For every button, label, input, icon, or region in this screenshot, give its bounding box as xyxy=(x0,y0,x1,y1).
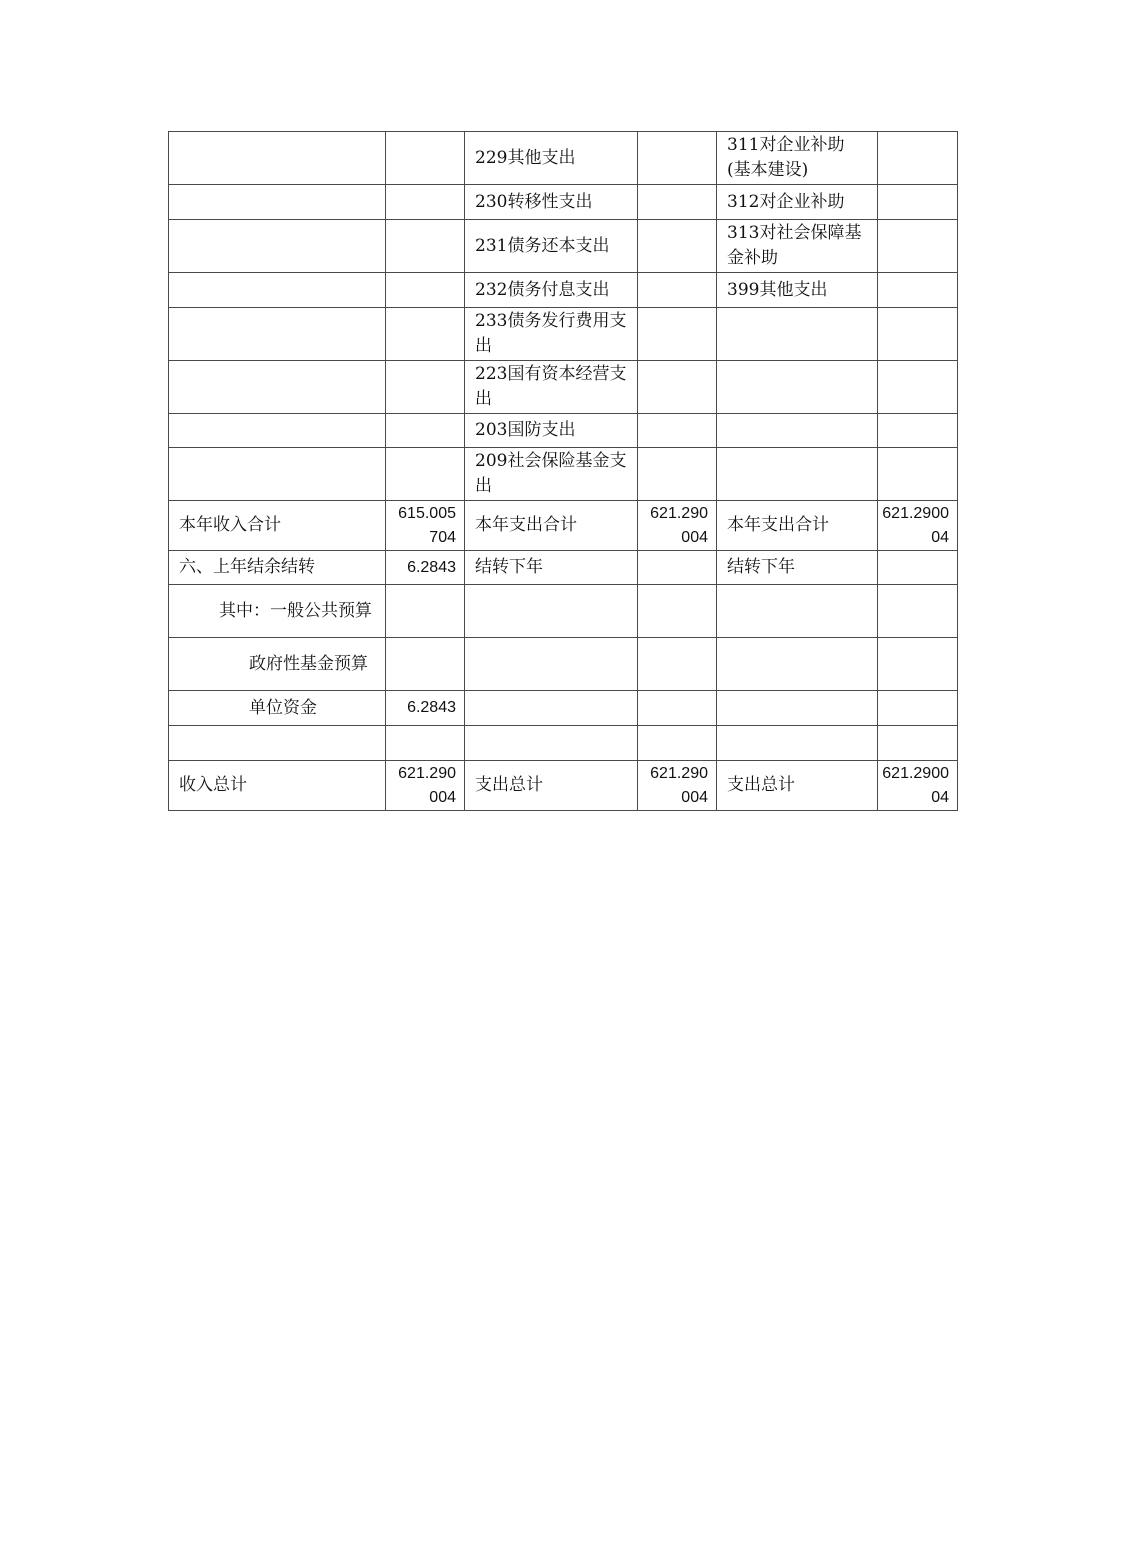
expenditure-economic-amount-cell xyxy=(878,638,958,691)
income-amount-cell xyxy=(386,414,465,448)
income-item-cell: 其中：一般公共预算 xyxy=(169,585,386,638)
table-row xyxy=(169,361,958,414)
expenditure-function-amount-cell xyxy=(638,448,717,501)
expenditure-economic-cell: 本年支出合计 xyxy=(717,501,878,551)
expenditure-function-cell: 本年支出合计 xyxy=(465,501,638,551)
income-item-cell xyxy=(169,308,386,361)
expenditure-economic-amount-cell xyxy=(878,726,958,761)
expenditure-economic-amount-cell xyxy=(878,220,958,273)
expenditure-economic-amount-cell: 621.290004 xyxy=(878,761,958,811)
expenditure-function-amount-cell xyxy=(638,638,717,691)
expenditure-economic-cell: 结转下年 xyxy=(717,551,878,585)
expenditure-economic-amount-cell xyxy=(878,308,958,361)
expenditure-economic-cell xyxy=(717,691,878,726)
expenditure-economic-cell xyxy=(717,448,878,501)
expenditure-economic-cell: 399其他支出 xyxy=(717,273,878,308)
expenditure-function-amount-cell: 621.290004 xyxy=(638,761,717,811)
expenditure-economic-amount-cell xyxy=(878,185,958,220)
income-item-cell: 单位资金 xyxy=(169,691,386,726)
income-item-cell xyxy=(169,448,386,501)
table-row xyxy=(169,551,958,585)
expenditure-economic-amount-cell xyxy=(878,132,958,185)
income-item-cell: 本年收入合计 xyxy=(169,501,386,551)
income-amount-cell xyxy=(386,308,465,361)
table-row xyxy=(169,448,958,501)
income-amount-cell: 621.290004 xyxy=(386,761,465,811)
expenditure-function-amount-cell xyxy=(638,414,717,448)
expenditure-function-cell: 209社会保险基金支出 xyxy=(465,448,638,501)
income-item-cell: 政府性基金预算 xyxy=(169,638,386,691)
income-amount-cell xyxy=(386,220,465,273)
income-amount-cell xyxy=(386,132,465,185)
income-amount-cell xyxy=(386,638,465,691)
table-row xyxy=(169,585,958,638)
income-item-cell xyxy=(169,726,386,761)
expenditure-economic-cell: 支出总计 xyxy=(717,761,878,811)
budget-table xyxy=(168,131,958,811)
table-row xyxy=(169,726,958,761)
expenditure-economic-cell xyxy=(717,638,878,691)
income-amount-cell xyxy=(386,361,465,414)
income-amount-cell: 615.005704 xyxy=(386,501,465,551)
income-amount-cell xyxy=(386,185,465,220)
table-row xyxy=(169,501,958,551)
table-row xyxy=(169,185,958,220)
expenditure-function-amount-cell xyxy=(638,551,717,585)
expenditure-function-cell xyxy=(465,726,638,761)
income-item-cell xyxy=(169,185,386,220)
income-item-cell xyxy=(169,132,386,185)
income-item-cell: 收入总计 xyxy=(169,761,386,811)
expenditure-function-cell: 223国有资本经营支出 xyxy=(465,361,638,414)
income-item-cell: 六、上年结余结转 xyxy=(169,551,386,585)
income-item-cell xyxy=(169,361,386,414)
expenditure-economic-cell xyxy=(717,308,878,361)
expenditure-economic-cell: 313对社会保障基金补助 xyxy=(717,220,878,273)
income-amount-cell xyxy=(386,726,465,761)
expenditure-economic-cell: 312对企业补助 xyxy=(717,185,878,220)
expenditure-function-cell: 203国防支出 xyxy=(465,414,638,448)
income-item-cell xyxy=(169,220,386,273)
expenditure-function-cell xyxy=(465,638,638,691)
expenditure-function-cell: 支出总计 xyxy=(465,761,638,811)
expenditure-function-amount-cell xyxy=(638,185,717,220)
table-row xyxy=(169,414,958,448)
expenditure-function-cell: 229其他支出 xyxy=(465,132,638,185)
table-row xyxy=(169,308,958,361)
expenditure-function-amount-cell xyxy=(638,308,717,361)
table-row xyxy=(169,132,958,185)
expenditure-economic-amount-cell xyxy=(878,361,958,414)
expenditure-function-amount-cell xyxy=(638,691,717,726)
expenditure-economic-cell: 311对企业补助(基本建设) xyxy=(717,132,878,185)
expenditure-function-cell: 232债务付息支出 xyxy=(465,273,638,308)
expenditure-economic-amount-cell xyxy=(878,551,958,585)
expenditure-function-amount-cell xyxy=(638,132,717,185)
expenditure-function-cell: 231债务还本支出 xyxy=(465,220,638,273)
expenditure-function-amount-cell xyxy=(638,273,717,308)
table-row xyxy=(169,691,958,726)
income-item-cell xyxy=(169,414,386,448)
expenditure-economic-amount-cell xyxy=(878,691,958,726)
table-row xyxy=(169,273,958,308)
income-amount-cell xyxy=(386,448,465,501)
income-item-cell xyxy=(169,273,386,308)
expenditure-economic-cell xyxy=(717,361,878,414)
expenditure-function-amount-cell: 621.290004 xyxy=(638,501,717,551)
expenditure-function-amount-cell xyxy=(638,220,717,273)
expenditure-economic-cell xyxy=(717,726,878,761)
expenditure-economic-cell xyxy=(717,585,878,638)
expenditure-economic-amount-cell xyxy=(878,414,958,448)
table-row xyxy=(169,761,958,811)
income-amount-cell: 6.2843 xyxy=(386,691,465,726)
expenditure-function-cell xyxy=(465,691,638,726)
income-amount-cell: 6.2843 xyxy=(386,551,465,585)
expenditure-function-cell: 结转下年 xyxy=(465,551,638,585)
expenditure-function-cell xyxy=(465,585,638,638)
expenditure-function-cell: 230转移性支出 xyxy=(465,185,638,220)
expenditure-economic-cell xyxy=(717,414,878,448)
table-row xyxy=(169,220,958,273)
income-amount-cell xyxy=(386,585,465,638)
expenditure-economic-amount-cell xyxy=(878,448,958,501)
expenditure-function-amount-cell xyxy=(638,726,717,761)
table-row xyxy=(169,638,958,691)
expenditure-function-amount-cell xyxy=(638,585,717,638)
expenditure-function-cell: 233债务发行费用支出 xyxy=(465,308,638,361)
expenditure-economic-amount-cell: 621.290004 xyxy=(878,501,958,551)
expenditure-economic-amount-cell xyxy=(878,273,958,308)
expenditure-economic-amount-cell xyxy=(878,585,958,638)
expenditure-function-amount-cell xyxy=(638,361,717,414)
income-amount-cell xyxy=(386,273,465,308)
